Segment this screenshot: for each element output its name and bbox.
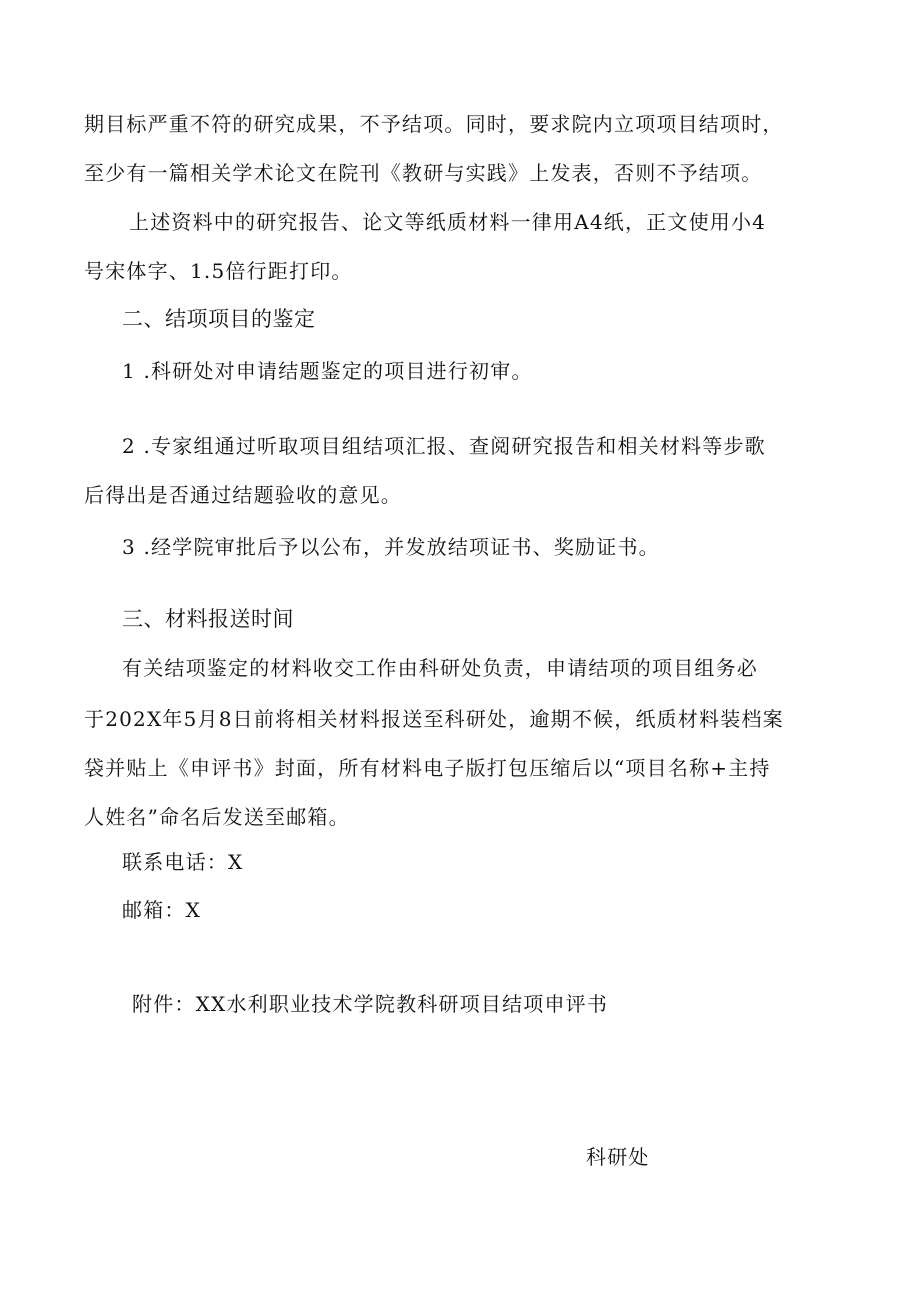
section-2-item-2-line-2: 后得出是否通过结题验收的意见。	[84, 483, 402, 507]
section-2-heading: 二、结项项目的鉴定	[122, 307, 316, 331]
section-2-item-1: 1 .科研处对申请结题鉴定的项目进行初审。	[122, 359, 533, 383]
section-3-para-line-4: 人姓名”命名后发送至邮箱。	[84, 805, 350, 829]
intro-line-2: 至少有一篇相关学术论文在院刊《教研与实践》上发表，否则不予结项。	[84, 161, 763, 185]
format-line-1: 上述资料中的研究报告、论文等纸质材料一律用A4纸，正文使用小4	[129, 210, 767, 234]
section-3-heading: 三、材料报送时间	[122, 607, 294, 631]
format-line-2: 号宋体字、1.5倍行距打印。	[84, 259, 353, 283]
section-3-para-line-1: 有关结项鉴定的材料收交工作由科研处负责，申请结项的项目组务必	[122, 656, 758, 680]
attachment-note: 附件：XX水利职业技术学院教科研项目结项申评书	[132, 992, 609, 1016]
section-2-item-2-line-1: 2 .专家组通过听取项目组结项汇报、查阅研究报告和相关材料等步歌	[122, 434, 766, 458]
intro-line-1: 期目标严重不符的研究成果，不予结项。同时，要求院内立项项目结项时，	[84, 112, 784, 136]
contact-phone: 联系电话：X	[122, 850, 244, 874]
contact-email: 邮箱：X	[122, 898, 202, 922]
section-3-para-line-2: 于202X年5月8日前将相关材料报送至科研处，逾期不候，纸质材料装档案	[84, 707, 784, 731]
section-3-para-line-3: 袋并贴上《申评书》封面，所有材料电子版打包压缩后以“项目名称+主持	[84, 756, 771, 780]
signature-department: 科研处	[586, 1145, 650, 1169]
section-2-item-3: 3 .经学院审批后予以公布，并发放结项证书、奖励证书。	[122, 535, 660, 559]
